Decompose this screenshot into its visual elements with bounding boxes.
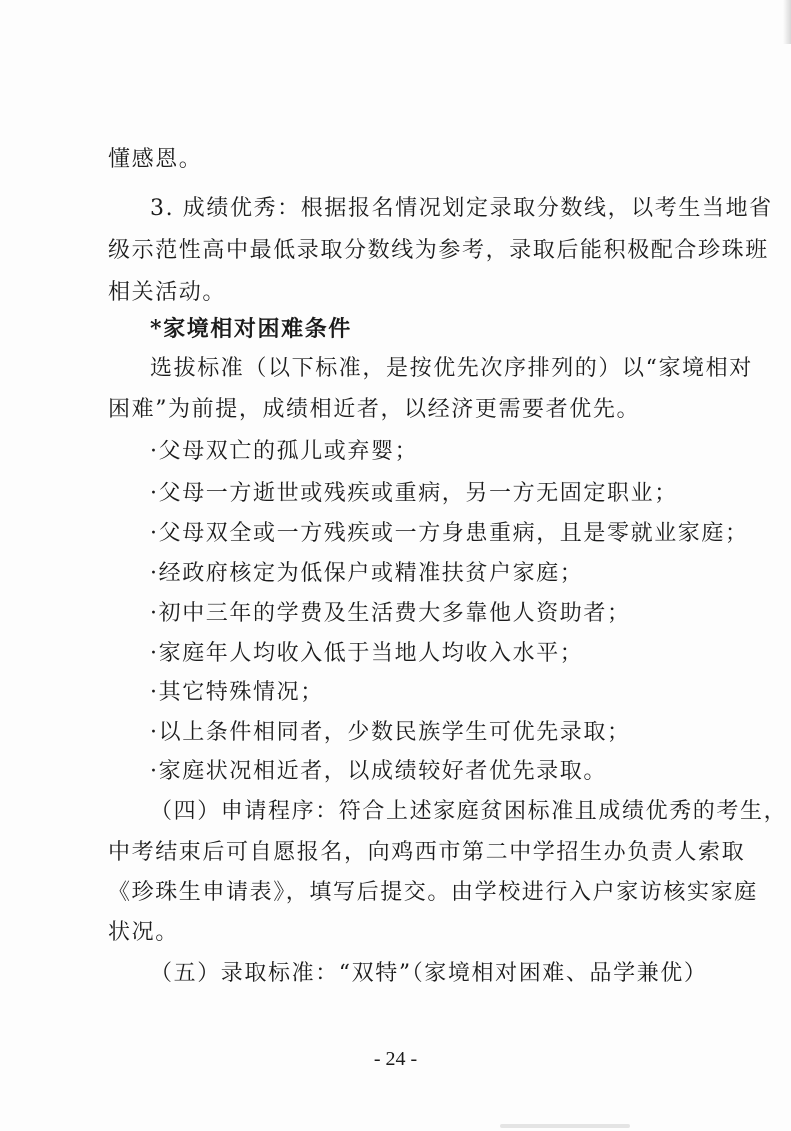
bullet-item: ·父母双全或一方残疾或一方身患重病，且是零就业家庭； — [150, 521, 749, 546]
paragraph-line: 懂感恩。 — [108, 147, 203, 172]
scan-edge-mark — [783, 0, 791, 44]
section-heading: *家境相对困难条件 — [150, 316, 352, 342]
bullet-item: ·父母一方逝世或残疾或重病，另一方无固定职业； — [150, 481, 678, 506]
paragraph-line: 中考结束后可自愿报名，向鸡西市第二中学招生办负责人索取 — [108, 840, 746, 865]
bullet-item: ·家庭年人均收入低于当地人均收入水平； — [150, 641, 584, 666]
paragraph-line: 状况。 — [108, 920, 179, 945]
section-paragraph: （五）录取标准：“双特”（家境相对困难、品学兼优） — [150, 961, 708, 986]
paragraph-line: 3. 成绩优秀：根据报名情况划定录取分数线，以考生当地省 — [150, 196, 773, 221]
bullet-item: ·经政府核定为低保户或精准扶贫户家庭； — [150, 561, 584, 586]
bullet-item: ·家庭状况相近者，以成绩较好者优先录取。 — [150, 759, 607, 784]
bullet-item: ·以上条件相同者，少数民族学生可优先录取； — [150, 720, 631, 745]
bullet-item: ·父母双亡的孤儿或弃婴； — [150, 439, 419, 464]
scan-smudge — [500, 1124, 630, 1128]
bullet-item: ·其它特殊情况； — [150, 680, 324, 705]
bullet-item: ·初中三年的学费及生活费大多靠他人资助者； — [150, 601, 631, 626]
paragraph-line: 《珍珠生申请表》，填写后提交。由学校进行入户家访核实家庭 — [108, 880, 758, 905]
page-number: - 24 - — [373, 1048, 418, 1070]
paragraph-line: 级示范性高中最低录取分数线为参考，录取后能积极配合珍珠班 — [108, 238, 769, 263]
paragraph-line: 选拔标准（以下标准，是按优先次序排列的）以“家境相对 — [150, 356, 753, 381]
paragraph-line: 困难”为前提，成绩相近者，以经济更需要者优先。 — [108, 397, 641, 422]
section-paragraph: （四）申请程序：符合上述家庭贫困标准且成绩优秀的考生， — [150, 799, 788, 824]
paragraph-line: 相关活动。 — [108, 280, 227, 305]
